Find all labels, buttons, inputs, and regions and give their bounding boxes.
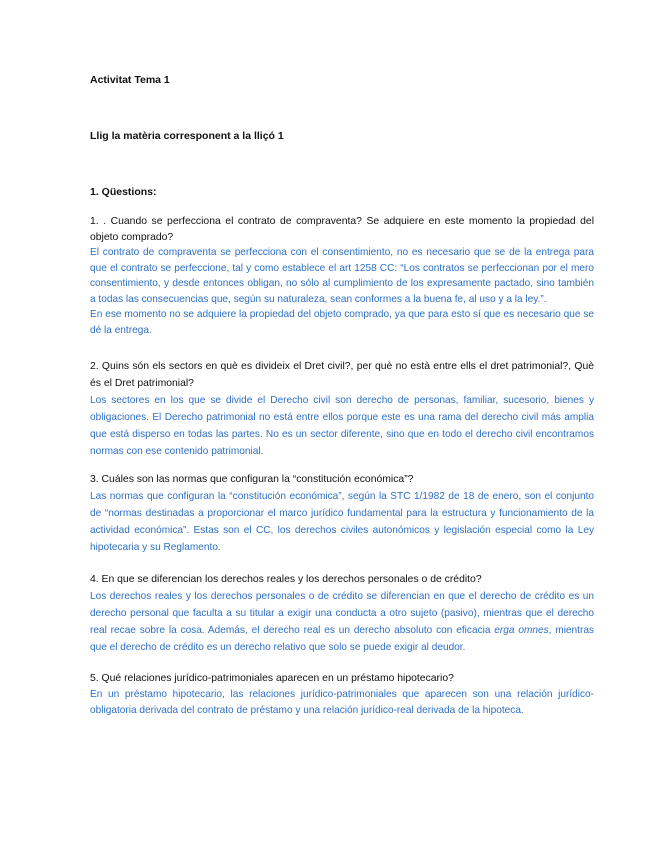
answer-4 <box>90 588 594 656</box>
question-block-1 <box>90 214 594 339</box>
answer-4-part-1: Los derechos reales y los derechos personales o de crédito se diferencian en que el derecho de crédito es un derecho personal que faculta a su titular a exigir una conducta a otro sujeto (pasivo), mientras que el derecho real recae sobre la cosa. Además, el derecho real es un derecho absoluto con eficacia <box>90 591 594 636</box>
question-3-text: 3. Cuáles son las normas que configuran la “constitución económica”? <box>90 474 414 485</box>
section-heading: 1. Qüestions: <box>90 186 157 198</box>
question-block-5 <box>90 671 594 719</box>
answer-2: Los sectores en los que se divide el Derecho civil son derecho de personas, familiar, sucesorio, bienes y obligaciones. El Derecho patrimonial no está entre ellos porque este es una rama del derecho civil más amplia que está disperso en todas las partes. No es un sector diferente, sino que en todo el derecho civil encontramos normas con ese contenido patrimonial. <box>90 395 594 457</box>
answer-3: Las normas que configuran la “constitución económica”, según la STC 1/1982 de 18 de enero, son el conjunto de “normas destinadas a proporcionar el marco jurídico fundamental para la estructura y funcionamiento de la actividad económica”. Estas son el CC, los derechos civiles autonómicos y legislación especial como la Ley hipotecaria y su Reglamento. <box>90 491 594 553</box>
question-1-text: 1. . Cuando se perfecciona el contrato de compraventa? Se adquiere en este momento la propiedad del objeto comprado? <box>90 216 594 243</box>
question-block-4 <box>90 572 594 656</box>
answer-5: En un préstamo hipotecario, las relaciones jurídico-patrimoniales que aparecen son una relación jurídico-obligatoria derivada del contrato de préstamo y una relación jurídico-real derivada de la hipoteca. <box>90 689 594 716</box>
question-2-text: 2. Quins són els sectors en què es divideix el Dret civil?, per què no està entre ells el dret patrimonial?, Què és el Dret patrimonial? <box>90 361 594 389</box>
question-4-text: 4. En que se diferencian los derechos reales y los derechos personales o de crédito? <box>90 574 482 585</box>
answer-1 <box>90 245 594 339</box>
document-title: Activitat Tema 1 <box>90 74 170 86</box>
question-5-text: 5. Qué relaciones jurídico-patrimoniales aparecen en un préstamo hipotecario? <box>90 673 454 684</box>
question-block-3 <box>90 472 594 556</box>
question-block-2 <box>90 358 594 460</box>
answer-4-part-2: , mientras que el derecho de crédito es un derecho relativo que solo se puede exigir al deudor. <box>90 625 594 653</box>
answer-1-paragraph-2: En ese momento no se adquiere la propiedad del objeto comprado, ya que para esto sí que es necesario que se dé la entrega. <box>90 309 594 336</box>
answer-4-italic-term: erga omnes <box>494 625 549 636</box>
answer-1-paragraph-1: El contrato de compraventa se perfecciona con el consentimiento, no es necesario que se de la entrega para que el contrato se perfeccione, tal y como establece el art 1258 CC: “Los contratos se perfeccionan por el mero consentimiento, y desde entonces obligan, no sólo al cumplimiento de los expresamente pactado, sino también a todas las consecuencias que, según su naturaleza, sean conformes a la buena fe, al uso y a la ley.”. <box>90 247 594 305</box>
document-subtitle: Llig la matèria corresponent a la lliçó 1 <box>90 130 284 142</box>
